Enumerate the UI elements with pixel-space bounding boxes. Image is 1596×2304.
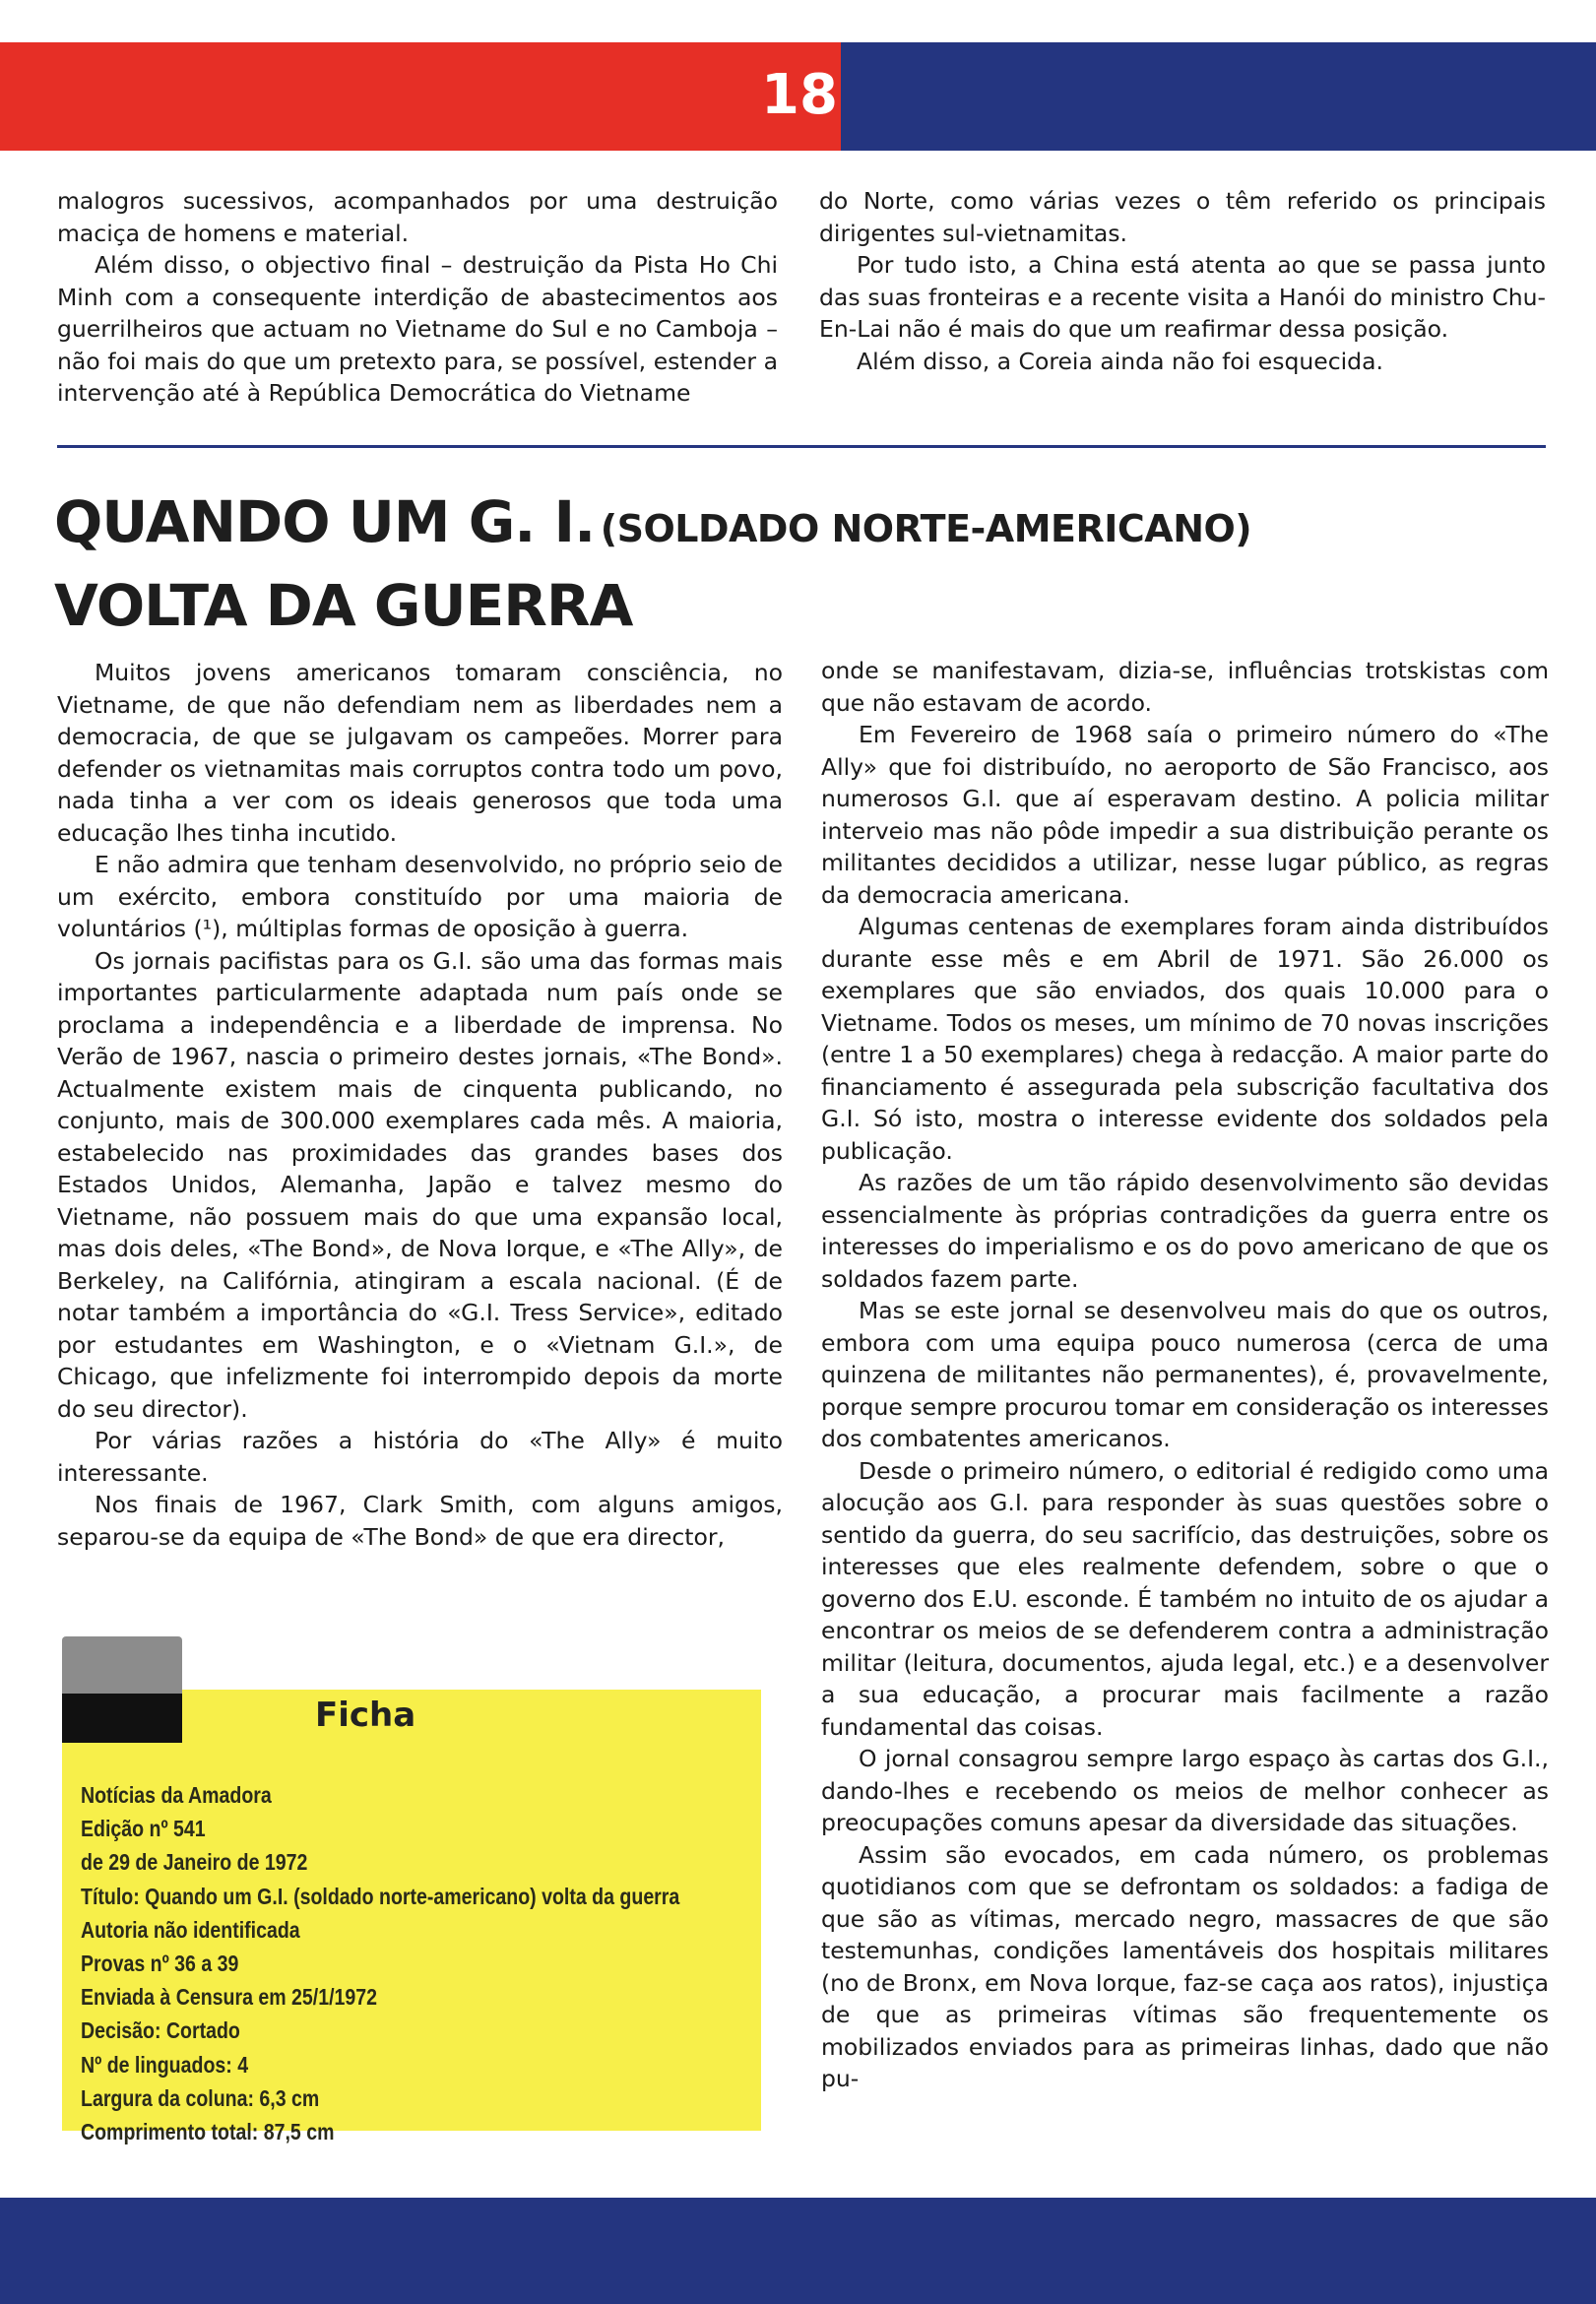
paragraph: Nos finais de 1967, Clark Smith, com alguns amigos, separou-se da equipa de «The Bond» de que era director, bbox=[57, 1491, 783, 1551]
top-right-column bbox=[819, 185, 1546, 377]
paragraph: Além disso, o objectivo final – destruição da Pista Ho Chi Minh com a consequente interdição de abastecimentos aos guerrilheiros que actuam no Vietname do Sul e no Camboja – não foi mais do que um pretexto para, se possível, estender a intervenção até à República Democrática do Vietname bbox=[57, 251, 778, 407]
headline-line2: VOLTA DA GUERRA bbox=[54, 572, 633, 639]
paragraph: Em Fevereiro de 1968 saía o primeiro número do «The Ally» que foi distribuído, no aeroporto de São Francisco, aos numerosos G.I. que aí esperavam destino. A policia militar interveio mas não pôde impedir a sua distribuição perante os militantes decididos a utilizar, nesse lugar público, as regras da democracia americana. bbox=[821, 721, 1549, 909]
ficha-line: Enviada à Censura em 25/1/1972 bbox=[81, 1984, 378, 2011]
headline-subtitle: (SOLDADO NORTE-AMERICANO) bbox=[600, 507, 1252, 550]
paragraph: Assim são evocados, em cada número, os problemas quotidianos com que se defrontam os soldados: a fadiga de que são as vítimas, mercado negro, massacres de que são testemunhas, condições lamentáveis dos hospitais militares (no de Bronx, em Nova Iorque, faz-se caça aos ratos), injustiça de que as primeiras vítimas são frequentemente os mobilizados enviados para as primeiras linhas, dado que não pu- bbox=[821, 1840, 1549, 2092]
paragraph: Algumas centenas de exemplares foram ainda distribuídos durante esse mês e em Abril de 1971. São 26.000 os exemplares que são enviados, dos quais 10.000 para o Vietname. Todos os meses, um mínimo de 70 novas inscrições (entre 1 a 50 exemplares) chega à redacção. A maior parte do financiamento é assegurada pela subscrição facultativa dos G.I. Só isto, mostra o interesse evidente dos soldados pela publicação. bbox=[821, 913, 1549, 1165]
paragraph: E não admira que tenham desenvolvido, no próprio seio de um exército, embora constituído por uma maioria de voluntários (¹), múltiplas formas de oposição à guerra. bbox=[57, 851, 783, 942]
article-left-column bbox=[57, 657, 783, 1553]
paragraph: Muitos jovens americanos tomaram consciência, no Vietname, de que não defendiam nem as liberdades nem a democracia, de que se julgavam os campeões. Morrer para defender os vietnamitas mais corruptos contra todo um povo, nada tinha a ver com os ideais generosos que toda uma educação lhes tinha incutido. bbox=[57, 659, 783, 847]
page-number: 18 bbox=[758, 52, 841, 139]
article-headline bbox=[54, 487, 1551, 655]
ficha-line: Provas nº 36 a 39 bbox=[81, 1951, 239, 1977]
paragraph: Os jornais pacifistas para os G.I. são uma das formas mais importantes particularmente adaptada num país onde se proclama a independência e a liberdade de imprensa. No Verão de 1967, nascia o primeiro destes jornais, «The Bond». Actualmente existem mais de cinquenta publicando, no conjunto, mais de 300.000 exemplares cada mês. A maioria, estabelecido nas proximidades das grandes bases dos Estados Unidos, Alemanha, Japão e talvez mesmo do Vietname, não possuem mais do que uma expansão local, mas dois deles, «The Bond», de Nova Iorque, e «The Ally», de Berkeley, na Califórnia, atingiram a escala nacional. (É de notar também a importância do «G.I. Tress Service», editado por estudantes em Washington, e o «Vietnam G.I.», de Chicago, que infelizmente foi interrompido depois da morte do seu director). bbox=[57, 946, 783, 1423]
paragraph: onde se manifestavam, dizia-se, influências trotskistas com que não estavam de acordo. bbox=[821, 657, 1549, 717]
headline-main: QUANDO UM G. I. bbox=[54, 488, 596, 555]
ficha-line: Edição nº 541 bbox=[81, 1816, 206, 1842]
paragraph: O jornal consagrou sempre largo espaço às cartas dos G.I., dando-lhes e recebendo os meios de melhor conhecer as preocupações comuns apesar da diversidade das situações. bbox=[821, 1745, 1549, 1836]
section-divider bbox=[57, 445, 1546, 448]
ficha-tab-black bbox=[62, 1694, 182, 1743]
ficha-line: Comprimento total: 87,5 cm bbox=[81, 2119, 335, 2145]
paragraph: do Norte, como várias vezes o têm referido os principais dirigentes sul-vietnamitas. bbox=[819, 187, 1546, 247]
bottom-color-bar bbox=[0, 2198, 1596, 2304]
paragraph: Mas se este jornal se desenvolveu mais do que os outros, embora com uma equipa pouco numerosa (cerca de uma quinzena de militantes não permanentes), é, provavelmente, porque sempre procurou tomar em consideração os interesses dos combatentes americanos. bbox=[821, 1297, 1549, 1452]
ficha-line: de 29 de Janeiro de 1972 bbox=[81, 1849, 308, 1876]
ficha-details bbox=[81, 1778, 679, 2148]
paragraph: Além disso, a Coreia ainda não foi esquecida. bbox=[857, 347, 1383, 375]
paragraph: Por várias razões a história do «The Ally» é muito interessante. bbox=[57, 1427, 783, 1487]
top-bar-red bbox=[0, 42, 841, 151]
ficha-line: Título: Quando um G.I. (soldado norte-americano) volta da guerra bbox=[81, 1883, 680, 1909]
ficha-line: Notícias da Amadora bbox=[81, 1782, 272, 1808]
top-left-column bbox=[57, 185, 778, 410]
paragraph: Por tudo isto, a China está atenta ao que se passa junto das suas fronteiras e a recente visita a Hanói do ministro Chu-En-Lai não é mais do que um reafirmar dessa posição. bbox=[819, 251, 1546, 343]
ficha-line: Autoria não identificada bbox=[81, 1916, 300, 1943]
paragraph: Desde o primeiro número, o editorial é redigido como uma alocução aos G.I. para responder às suas questões sobre o sentido da guerra, do seu sacrifício, das destruições, sobre os interesses que eles realmente defendem, sobre o que o governo dos E.U. esconde. É também no intuito de os ajudar a encontrar os meios de se defenderem contra a administração militar (leitura, documentos, ajuda legal, etc.) e a desenvolver a sua educação, a procurar mais facilmente a razão fundamental das coisas. bbox=[821, 1456, 1549, 1741]
ficha-title: Ficha bbox=[315, 1696, 416, 1735]
paragraph: As razões de um tão rápido desenvolvimento são devidas essencialmente às próprias contradições da guerra entre os interesses do imperialismo e os do povo americano de que os soldados fazem parte. bbox=[821, 1169, 1549, 1293]
article-right-column bbox=[821, 655, 1549, 2095]
ficha-tab-grey bbox=[62, 1636, 182, 1699]
ficha-line: Nº de linguados: 4 bbox=[81, 2051, 249, 2078]
top-bar-blue bbox=[841, 42, 1596, 151]
ficha-line: Decisão: Cortado bbox=[81, 2017, 240, 2044]
paragraph: malogros sucessivos, acompanhados por uma destruição maciça de homens e material. bbox=[57, 187, 778, 247]
ficha-line: Largura da coluna: 6,3 cm bbox=[81, 2084, 320, 2111]
